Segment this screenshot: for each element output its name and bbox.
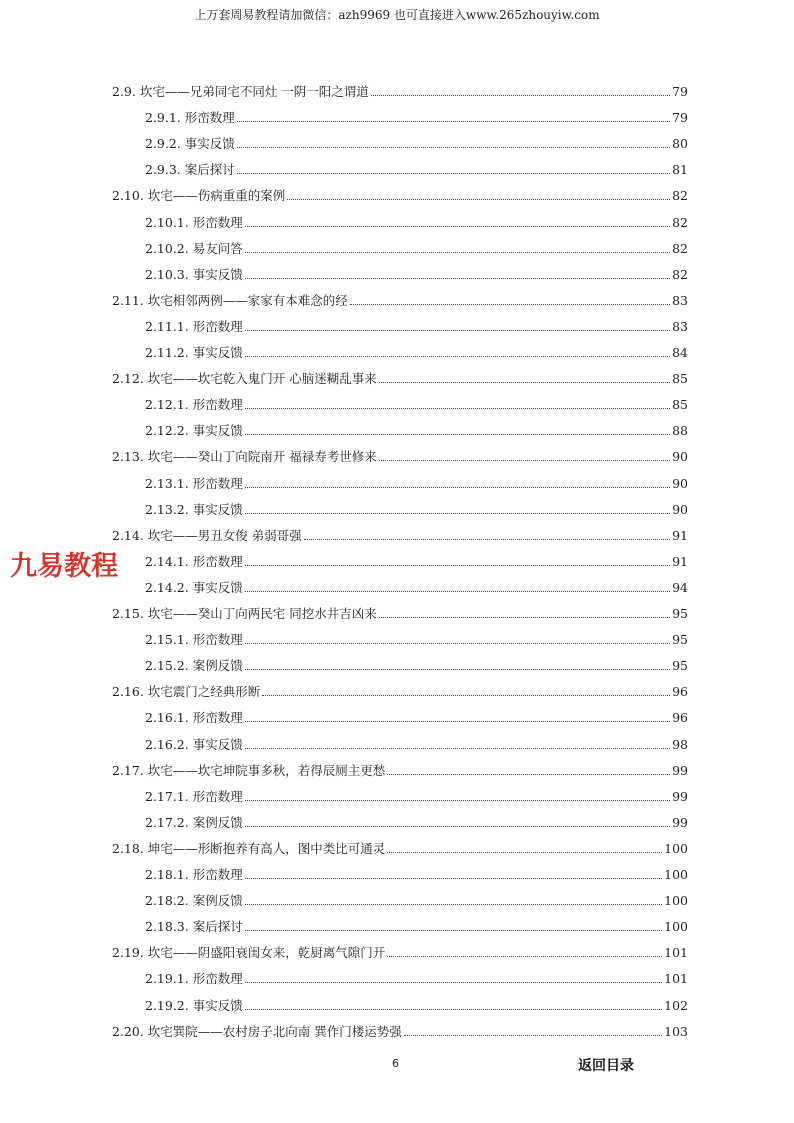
toc-entry-page: 83	[672, 292, 688, 308]
toc-entry-subsection[interactable]	[145, 500, 688, 520]
toc-entry-title: 2.10.1. 形峦数理	[145, 214, 243, 230]
toc-entry-subsection[interactable]	[145, 265, 688, 285]
toc-entry-subsection[interactable]	[145, 317, 688, 337]
toc-entry-title: 2.16.1. 形峦数理	[145, 710, 243, 726]
toc-entry-subsection[interactable]	[145, 865, 688, 885]
toc-entry-title: 2.10. 坎宅——伤病重重的案例	[112, 188, 286, 204]
dot-leader	[245, 355, 670, 357]
toc-entry-page: 100	[664, 840, 688, 856]
toc-entry-title: 2.17.2. 案例反馈	[145, 814, 243, 830]
toc-entry-page: 85	[672, 371, 688, 387]
toc-entry-subsection[interactable]	[145, 891, 688, 911]
dot-leader	[350, 303, 670, 305]
toc-entry-title: 2.20. 坎宅巽院——农村房子北向南 巽作门楼运势强	[112, 1023, 402, 1039]
toc-entry-title: 2.9.2. 事实反馈	[145, 136, 235, 152]
toc-entry-subsection[interactable]	[145, 213, 688, 233]
toc-entry-section[interactable]	[112, 682, 688, 702]
toc-entry-page: 101	[664, 971, 688, 987]
toc-entry-page: 82	[672, 266, 688, 282]
toc-entry-title: 2.12.2. 事实反馈	[145, 423, 243, 439]
toc-entry-page: 82	[672, 214, 688, 230]
toc-entry-subsection[interactable]	[145, 239, 688, 259]
toc-entry-subsection[interactable]	[145, 630, 688, 650]
dot-leader	[387, 851, 662, 853]
toc-entry-section[interactable]	[112, 761, 688, 781]
toc-entry-page: 98	[672, 736, 688, 752]
dot-leader	[371, 94, 670, 96]
toc-entry-page: 96	[672, 684, 688, 700]
toc-entry-page: 100	[664, 893, 688, 909]
dot-leader	[245, 407, 670, 409]
page-header: 上万套周易教程请加微信：azh9969 也可直接进入www.265zhouyiw.com	[194, 8, 600, 22]
toc-entry-page: 99	[672, 788, 688, 804]
dot-leader	[262, 694, 670, 696]
dot-leader	[287, 198, 670, 200]
toc-entry-subsection[interactable]	[145, 917, 688, 937]
toc-entry-page: 99	[672, 814, 688, 830]
toc-entry-title: 2.18.3. 案后探讨	[145, 919, 243, 935]
toc-entry-title: 2.18.2. 案例反馈	[145, 893, 243, 909]
toc-entry-page: 95	[672, 658, 688, 674]
toc-entry-title: 2.16.2. 事实反馈	[145, 736, 243, 752]
dot-leader	[245, 642, 670, 644]
toc-entry-page: 102	[664, 997, 688, 1013]
toc-entry-page: 91	[672, 527, 688, 543]
toc-entry-page: 82	[672, 240, 688, 256]
dot-leader	[245, 329, 670, 331]
dot-leader	[245, 251, 670, 253]
toc-entry-section[interactable]	[112, 447, 688, 467]
toc-entry-page: 85	[672, 397, 688, 413]
toc-entry-section[interactable]	[112, 369, 688, 389]
dot-leader	[245, 981, 662, 983]
toc-entry-title: 2.18.1. 形峦数理	[145, 867, 243, 882]
dot-leader	[379, 381, 670, 383]
toc-entry-page: 100	[664, 919, 688, 935]
toc-entry-section[interactable]	[112, 839, 688, 859]
toc-entry-page: 90	[672, 475, 688, 491]
page-number: 6	[392, 1057, 399, 1070]
dot-leader	[245, 590, 670, 592]
dot-leader	[245, 225, 670, 227]
toc-entry-page: 84	[672, 345, 688, 360]
toc-entry-subsection[interactable]	[145, 395, 688, 415]
toc-entry-title: 2.10.3. 事实反馈	[145, 266, 243, 282]
toc-entry-title: 2.19.1. 形峦数理	[145, 971, 243, 987]
toc-entry-subsection[interactable]	[145, 787, 688, 807]
toc-entry-page: 80	[672, 136, 688, 152]
toc-entry-title: 2.19.2. 事实反馈	[145, 997, 243, 1013]
dot-leader	[245, 929, 662, 931]
toc-entry-section[interactable]	[112, 526, 688, 546]
toc-entry-subsection[interactable]	[145, 813, 688, 833]
dot-leader	[245, 668, 670, 670]
back-to-contents-link[interactable]: 返回目录	[578, 1058, 634, 1074]
dot-leader	[237, 146, 670, 148]
toc-entry-page: 96	[672, 710, 688, 726]
toc-entry-page: 95	[672, 632, 688, 648]
toc-entry-subsection[interactable]	[145, 421, 688, 441]
toc-entry-subsection[interactable]	[145, 656, 688, 676]
toc-entry-title: 2.11.1. 形峦数理	[145, 318, 243, 334]
toc-entry-title: 2.10.2. 易友问答	[145, 240, 243, 256]
dot-leader	[237, 172, 670, 174]
toc-entry-section[interactable]	[112, 291, 688, 311]
dot-leader	[245, 903, 662, 905]
dot-leader	[245, 720, 670, 722]
dot-leader	[237, 120, 670, 122]
toc-entry-page: 91	[672, 553, 688, 569]
toc-entry-subsection[interactable]	[145, 578, 688, 598]
toc-entry-page: 81	[672, 162, 688, 178]
dot-leader	[245, 512, 670, 514]
dot-leader	[245, 747, 670, 749]
toc-entry-page: 99	[672, 762, 688, 778]
dot-leader	[245, 486, 670, 488]
toc-entry-subsection[interactable]	[145, 134, 688, 154]
toc-entry-title: 2.15.2. 案例反馈	[145, 658, 243, 674]
toc-entry-page: 79	[672, 110, 688, 126]
dot-leader	[387, 773, 670, 775]
toc-entry-page: 79	[672, 84, 688, 99]
toc-entry-page: 82	[672, 188, 688, 204]
toc-entry-page: 90	[672, 501, 688, 517]
toc-entry-title: 2.11. 坎宅相邻两例——家家有本难念的经	[112, 292, 348, 308]
dot-leader	[404, 1034, 662, 1036]
dot-leader	[245, 799, 670, 801]
toc-entry-title: 2.13.2. 事实反馈	[145, 501, 243, 517]
toc-entry-title: 2.12.1. 形峦数理	[145, 397, 243, 413]
dot-leader	[245, 1008, 662, 1010]
toc-entry-title: 2.17. 坎宅——坎宅坤院事多秋，若得辰厕主更愁	[112, 762, 386, 778]
toc-entry-section[interactable]	[112, 604, 688, 624]
toc-entry-title: 2.16. 坎宅震门之经典形断	[112, 684, 261, 700]
watermark-logo: 九易教程	[10, 551, 118, 582]
toc-entry-title: 2.9.3. 案后探讨	[145, 162, 235, 178]
dot-leader	[379, 459, 670, 461]
dot-leader	[387, 955, 662, 957]
toc-entry-title: 2.15.1. 形峦数理	[145, 632, 243, 648]
toc-entry-section[interactable]	[112, 82, 688, 102]
toc-entry-subsection[interactable]	[145, 735, 688, 755]
dot-leader	[379, 616, 670, 618]
toc-entry-page: 103	[664, 1023, 688, 1039]
toc-entry-title: 2.14.2. 事实反馈	[145, 579, 243, 595]
toc-entry-title: 2.18. 坤宅——形断抱养有高人，图中类比可通灵	[112, 840, 386, 856]
toc-entry-subsection[interactable]	[145, 343, 688, 363]
dot-leader	[245, 564, 670, 566]
toc-entry-title: 2.14.1. 形峦数理	[145, 553, 243, 569]
toc-entry-title: 2.9.1. 形峦数理	[145, 110, 235, 126]
toc-entry-page: 94	[672, 579, 688, 595]
toc-entry-title: 2.17.1. 形峦数理	[145, 788, 243, 804]
dot-leader	[245, 433, 670, 435]
dot-leader	[245, 825, 670, 827]
toc-entry-page: 88	[672, 423, 688, 439]
toc-entry-title: 2.13. 坎宅——癸山丁向院南开 福禄寿考世修来	[112, 449, 377, 465]
toc-entry-section[interactable]	[112, 1022, 688, 1042]
toc-entry-title: 2.12. 坎宅——坎宅乾入鬼门开 心脑迷糊乱事来	[112, 371, 377, 387]
toc-entry-subsection[interactable]	[145, 969, 688, 989]
toc-entry-title: 2.14. 坎宅——男丑女俊 弟弱哥强	[112, 527, 302, 543]
toc-entry-title: 2.15. 坎宅——癸山丁向两民宅 同挖水井吉凶来	[112, 606, 377, 621]
toc-entry-section[interactable]	[112, 186, 688, 206]
toc-entry-page: 83	[672, 318, 688, 334]
toc-entry-subsection[interactable]	[145, 160, 688, 180]
toc-entry-page: 90	[672, 449, 688, 465]
dot-leader	[245, 877, 662, 879]
toc-entry-title: 2.11.2. 事实反馈	[145, 345, 243, 360]
dot-leader	[304, 538, 670, 540]
toc-entry-subsection[interactable]	[145, 996, 688, 1016]
toc-entry-title: 2.9. 坎宅——兄弟同宅不同灶 一阴一阳之谓道	[112, 84, 369, 99]
toc-entry-subsection[interactable]	[145, 708, 688, 728]
toc-entry-page: 101	[664, 945, 688, 961]
toc-entry-title: 2.13.1. 形峦数理	[145, 475, 243, 491]
toc-entry-section[interactable]	[112, 943, 688, 963]
toc-entry-subsection[interactable]	[145, 552, 688, 572]
dot-leader	[245, 277, 670, 279]
toc-entry-page: 95	[672, 606, 688, 621]
toc-entry-subsection[interactable]	[145, 474, 688, 494]
toc-entry-title: 2.19. 坎宅——阴盛阳衰闺女来，乾厨离气隙门开	[112, 945, 386, 961]
toc-entry-subsection[interactable]	[145, 108, 688, 128]
toc-entry-page: 100	[664, 867, 688, 882]
